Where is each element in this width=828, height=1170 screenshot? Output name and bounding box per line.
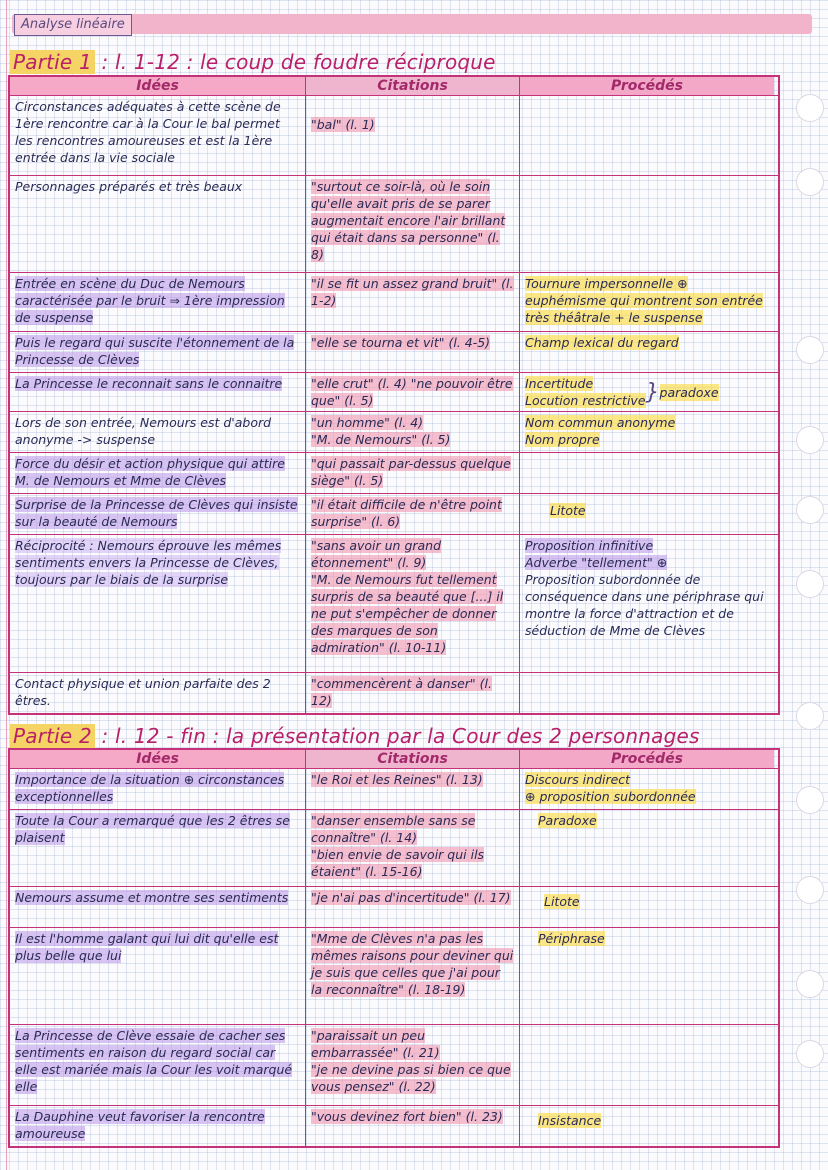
part1-number: Partie 1 bbox=[10, 50, 95, 74]
col-header-citations: Citations bbox=[306, 750, 520, 768]
col-header-citations: Citations bbox=[306, 77, 520, 95]
citation-cell: "sans avoir un grand étonnement" (l. 9) "M. de Nemours fut tellement surpris de sa beauté que [...] il ne put s'empêcher de donner des marques de son admiration" (l. 10-11) bbox=[306, 535, 520, 672]
binder-holes bbox=[788, 0, 828, 1170]
idea-cell: Contact physique et union parfaite des 2 êtres. bbox=[10, 673, 306, 713]
citation-cell: "je n'ai pas d'incertitude" (l. 17) bbox=[306, 887, 520, 927]
citation-cell: "Mme de Clèves n'a pas les mêmes raisons pour deviner qui je suis que celles que j'ai pour la reconnaître" (l. 18-19) bbox=[306, 928, 520, 1024]
procede-cell: Litote bbox=[544, 894, 580, 909]
col-header-procedes: Procédés bbox=[520, 77, 774, 95]
procede-cell bbox=[520, 373, 774, 411]
idea-cell: Réciprocité : Nemours éprouve les mêmes sentiments envers la Princesse de Clèves, toujours par le biais de la surprise bbox=[10, 535, 306, 672]
citation-cell: "il était difficile de n'être point surprise" (l. 6) bbox=[306, 494, 520, 534]
col-header-procedes: Procédés bbox=[520, 750, 774, 768]
table-row bbox=[10, 768, 778, 809]
idea-cell: Circonstances adéquates à cette scène de 1ère rencontre car à la Cour le bal permet les rencontres amoureuses et est la 1ère entrée dans la vie sociale bbox=[10, 96, 306, 175]
idea-cell: Importance de la situation ⊕ circonstances exceptionnelles bbox=[10, 769, 306, 809]
procede-cell bbox=[520, 673, 774, 713]
idea-cell: Toute la Cour a remarqué que les 2 êtres se plaisent bbox=[10, 810, 306, 886]
procede-cell bbox=[520, 453, 774, 493]
idea-cell: Puis le regard qui suscite l'étonnement de la Princesse de Clèves bbox=[10, 332, 306, 372]
page-title: Analyse linéaire bbox=[14, 14, 132, 36]
citation-cell: "un homme" (l. 4) "M. de Nemours" (l. 5) bbox=[306, 412, 520, 452]
table-row bbox=[10, 411, 778, 452]
table-row bbox=[10, 534, 778, 672]
procede-cell: Proposition infinitive Adverbe "tellement" ⊕ Proposition subordonnée de conséquence dans une périphrase qui montre la force d'attraction et de séduction de Mme de Clèves bbox=[525, 538, 764, 638]
margin-line bbox=[6, 0, 7, 1170]
table-row bbox=[10, 272, 778, 331]
procede-cell: Champ lexical du regard bbox=[525, 335, 679, 350]
table-row bbox=[10, 372, 778, 411]
idea-cell: Force du désir et action physique qui attire M. de Nemours et Mme de Clèves bbox=[10, 453, 306, 493]
idea-cell: Il est l'homme galant qui lui dit qu'elle est plus belle que lui bbox=[10, 928, 306, 1024]
procede-cell: Insistance bbox=[538, 1113, 602, 1128]
procede-paradoxe: paradoxe bbox=[659, 384, 719, 400]
procede-cell bbox=[520, 176, 774, 272]
idea-cell: La Dauphine veut favoriser la rencontre amoureuse bbox=[10, 1106, 306, 1146]
procede-cell bbox=[520, 96, 774, 175]
table-row bbox=[10, 886, 778, 927]
citation-cell: "danser ensemble sans se connaître" (l. 14) "bien envie de savoir qui ils étaient" (l. 15-16) bbox=[306, 810, 520, 886]
table-row bbox=[10, 493, 778, 534]
citation-cell: "vous devinez fort bien" (l. 23) bbox=[306, 1106, 520, 1146]
idea-cell: La Princesse de Clève essaie de cacher ses sentiments en raison du regard social car elle est mariée mais la Cour les voit marqué elle bbox=[10, 1025, 306, 1105]
procede-cell bbox=[520, 1025, 774, 1105]
idea-cell: Nemours assume et montre ses sentiments bbox=[10, 887, 306, 927]
procede-cell: Périphrase bbox=[538, 931, 605, 946]
table-row bbox=[10, 452, 778, 493]
table-row bbox=[10, 672, 778, 713]
idea-cell: Entrée en scène du Duc de Nemours caractérisée par le bruit ⇒ 1ère impression de suspense bbox=[10, 273, 306, 331]
citation-cell: "il se fit un assez grand bruit" (l. 1-2) bbox=[306, 273, 520, 331]
idea-cell: Surprise de la Princesse de Clèves qui insiste sur la beauté de Nemours bbox=[10, 494, 306, 534]
procede-cell: Discours indirect ⊕ proposition subordonnée bbox=[525, 772, 696, 804]
citation-cell: "paraissait un peu embarrassée" (l. 21) "je ne devine pas si bien ce que vous pensez" (l. 22) bbox=[306, 1025, 520, 1105]
table-row bbox=[10, 809, 778, 886]
part2-subtitle: : l. 12 - fin : la présentation par la Cour des 2 personnages bbox=[94, 724, 700, 748]
table-row bbox=[10, 175, 778, 272]
part1-title bbox=[10, 50, 496, 74]
citation-cell: "qui passait par-dessus quelque siège" (l. 5) bbox=[306, 453, 520, 493]
part2-table bbox=[8, 748, 780, 1148]
citation-cell: "bal" (l. 1) bbox=[306, 96, 520, 175]
col-header-idees: Idées bbox=[10, 750, 306, 768]
procede-cell: Nom commun anonyme Nom propre bbox=[525, 415, 676, 447]
idea-cell: La Princesse le reconnait sans le connaitre bbox=[10, 373, 306, 411]
citation-cell: "le Roi et les Reines" (l. 13) bbox=[306, 769, 520, 809]
part1-table bbox=[8, 75, 780, 715]
table-row bbox=[10, 95, 778, 175]
table-header bbox=[10, 77, 778, 95]
part2-number: Partie 2 bbox=[10, 724, 95, 748]
procede-cell: Tournure impersonnelle ⊕ euphémisme qui montrent son entrée très théâtrale + le suspense bbox=[525, 276, 763, 325]
citation-cell: "elle crut" (l. 4) "ne pouvoir être que" (l. 5) bbox=[306, 373, 520, 411]
table-row bbox=[10, 331, 778, 372]
idea-cell: Lors de son entrée, Nemours est d'abord anonyme -> suspense bbox=[10, 412, 306, 452]
procede-cell: Paradoxe bbox=[538, 813, 597, 828]
header-bar bbox=[12, 14, 812, 34]
idea-cell: Personnages préparés et très beaux bbox=[10, 176, 306, 272]
col-header-idees: Idées bbox=[10, 77, 306, 95]
table-header bbox=[10, 750, 778, 768]
table-row bbox=[10, 1105, 778, 1146]
citation-cell: "surtout ce soir-là, où le soin qu'elle avait pris de se parer augmentait encore l'air brillant qui était dans sa personne" (l. 8) bbox=[306, 176, 520, 272]
part2-title bbox=[10, 724, 700, 748]
table-row bbox=[10, 927, 778, 1024]
brace-symbol: } bbox=[645, 379, 660, 405]
citation-cell: "elle se tourna et vit" (l. 4-5) bbox=[306, 332, 520, 372]
procede-incertitude: Incertitude bbox=[525, 376, 594, 391]
procede-cell: Litote bbox=[550, 503, 586, 518]
citation-cell: "commencèrent à danser" (l. 12) bbox=[306, 673, 520, 713]
part1-subtitle: : l. 1-12 : le coup de foudre réciproque bbox=[94, 50, 496, 74]
procede-locution: Locution restrictive bbox=[525, 393, 646, 408]
table-row bbox=[10, 1024, 778, 1105]
